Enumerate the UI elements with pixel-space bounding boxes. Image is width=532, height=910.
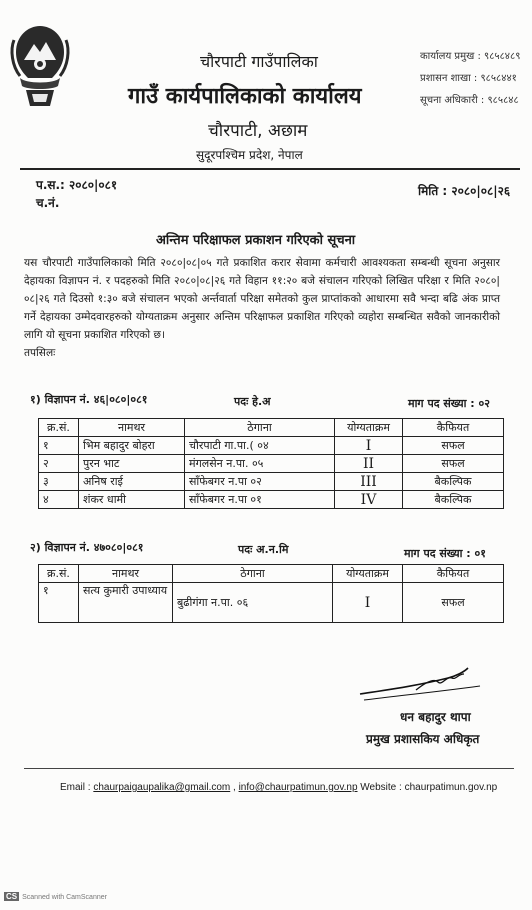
notice-body-text: यस चौरपाटी गाउँपालिकाको मिति २०८०|०८|०५ गते प्रकाशित करार सेवामा कर्मचारी आवश्यकता सम्बन्धी सूचना अनुसार देहायका विज्ञापन नं. र पदहरुको मिति २०८०|०८|२६ गते विहान ११:२० बजे संचालन गरिएको लिखित परिक्षा र मिति २०८०|०८|२६ गते दिउसो १:३० बजे संचालन भएको अर्न्तवार्ता परिक्षा समेतको कुल प्राप्तांकको आधारमा सवै भन्दा बढि अंक प्राप्त गर्ने देहायका उम्मेदवारहरुको योग्यताक्रम अनुसार अन्तिम परिक्षाफल प्रकाशित गरिएको व्यहोरा सम्बन्धित सवैको जानकारीको लागि यो सूचना प्रकाशित गरिएको छ।	[24, 257, 500, 341]
contact-info-officer: सूचना अधिकारी : ९८५८४८	[420, 95, 519, 106]
section1-demand: माग पद संख्या : ०२	[408, 397, 490, 410]
email-label: Email :	[60, 782, 91, 793]
header-divider	[20, 168, 520, 170]
table-cell: सफल	[403, 455, 504, 473]
table-cell: ४	[39, 491, 79, 509]
email-link-primary[interactable]: chaurpaigaupalika@gmail.com	[93, 782, 231, 793]
column-header: नामथर	[79, 565, 173, 583]
table-cell: सत्य कुमारी उपाध्याय	[79, 583, 173, 623]
table-header-row	[39, 565, 504, 583]
table-header-row	[39, 419, 504, 437]
table-cell: ३	[39, 473, 79, 491]
section2-demand: माग पद संख्या : ०१	[404, 547, 486, 560]
table-cell: पुरन भाट	[79, 455, 185, 473]
municipality-name: चौरपाटी गाउँपालिका	[200, 52, 318, 71]
table-cell: II	[335, 455, 403, 473]
email-link-info[interactable]: info@chaurpatimun.gov.np	[238, 782, 358, 793]
column-header: ठेगाना	[173, 565, 333, 583]
notice-body	[24, 254, 500, 362]
table-row	[39, 455, 504, 473]
table-cell: III	[335, 473, 403, 491]
section2-table	[38, 564, 504, 623]
column-header: नामथर	[79, 419, 185, 437]
table-cell: १	[39, 583, 79, 623]
column-header: ठेगाना	[185, 419, 335, 437]
tapasil-label: तपसिलः	[24, 347, 56, 359]
signatory-designation: प्रमुख प्रशासकिय अधिकृत	[366, 732, 480, 746]
signature-icon	[356, 660, 486, 704]
contact-admin-section: प्रशासन शाखा : ९८५८४४१	[420, 73, 517, 84]
scanner-watermark	[4, 892, 107, 901]
table-cell: बुढीगंगा न.पा. ०६	[173, 583, 333, 623]
column-header: योग्यताक्रम	[333, 565, 403, 583]
table-cell: अनिष राई	[79, 473, 185, 491]
table-cell: १	[39, 437, 79, 455]
table-cell: चौरपाटी गा.पा.( ०४	[185, 437, 335, 455]
email-separator: ,	[233, 782, 236, 793]
office-name: गाउँ कार्यपालिकाको कार्यालय	[128, 84, 362, 109]
section1-table	[38, 418, 504, 509]
scanner-text: Scanned with CamScanner	[22, 894, 107, 901]
nepal-emblem-icon	[8, 20, 72, 112]
section1-advertisement: १) विज्ञापन नं. ४६|०८०|०८१	[30, 393, 148, 406]
table-cell: भिम बहादुर बोहरा	[79, 437, 185, 455]
table-cell: २	[39, 455, 79, 473]
table-cell: शंकर धामी	[79, 491, 185, 509]
column-header: क्र.सं.	[39, 419, 79, 437]
province-name: सुदूरपश्चिम प्रदेश, नेपाल	[196, 148, 303, 162]
table-row	[39, 437, 504, 455]
signatory-name: धन बहादुर थापा	[400, 710, 471, 724]
table-cell: सफल	[403, 583, 504, 623]
camscanner-logo-icon: CS	[6, 892, 18, 901]
section2-post: पदः अ.न.मि	[238, 543, 289, 556]
table-cell: बैकल्पिक	[403, 491, 504, 509]
table-row	[39, 473, 504, 491]
table-cell: I	[335, 437, 403, 455]
footer-contact	[60, 782, 497, 793]
table-cell: साँफेबगर न.पा ०१	[185, 491, 335, 509]
table-cell: बैकल्पिक	[403, 473, 504, 491]
table-cell: साँफेबगर न.पा ०२	[185, 473, 335, 491]
table-row	[39, 583, 504, 623]
notice-date: मिति : २०८०|०८|२६	[418, 184, 511, 198]
table-cell: I	[333, 583, 403, 623]
contact-office-chief: कार्यालय प्रमुख : ९८५८४८९	[420, 51, 521, 62]
website-text: Website : chaurpatimun.gov.np	[360, 782, 498, 793]
section2-advertisement: २) विज्ञापन नं. ४७०८०|०८१	[30, 541, 144, 554]
section1-post: पदः हे.अ	[234, 395, 271, 408]
footer-divider	[24, 768, 514, 769]
column-header: क्र.सं.	[39, 565, 79, 583]
office-location: चौरपाटी, अछाम	[208, 121, 308, 141]
table-cell: सफल	[403, 437, 504, 455]
reference-number: प.स.: २०८०|०८१	[36, 178, 118, 192]
column-header: कैफियत	[403, 419, 504, 437]
column-header: कैफियत	[403, 565, 504, 583]
table-row	[39, 491, 504, 509]
table-cell: IV	[335, 491, 403, 509]
dispatch-number: च.नं.	[36, 196, 60, 210]
table-cell: मंगलसेन न.पा. ०५	[185, 455, 335, 473]
notice-title: अन्तिम परिक्षाफल प्रकाशन गरिएको सूचना	[156, 233, 356, 248]
column-header: योग्यताक्रम	[335, 419, 403, 437]
